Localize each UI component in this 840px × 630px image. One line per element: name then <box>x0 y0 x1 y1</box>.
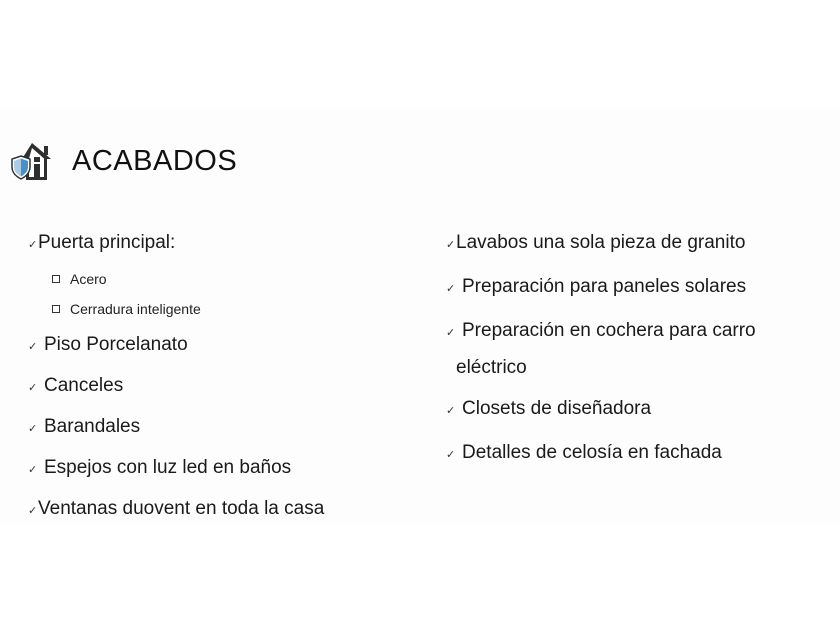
check-icon: ✓ <box>28 382 38 394</box>
list-item-barandales <box>28 415 428 441</box>
list-item-lavabos <box>446 231 836 257</box>
check-icon: ✓ <box>28 464 38 476</box>
check-icon: ✓ <box>28 239 38 251</box>
house-shield-icon <box>10 140 54 182</box>
check-icon: ✓ <box>28 423 38 435</box>
check-icon: ✓ <box>446 283 456 295</box>
list-item-label: Ventanas duovent en toda la casa <box>38 498 325 519</box>
check-icon: ✓ <box>446 239 456 251</box>
list-item-cochera-continued <box>446 356 836 379</box>
slide-title: ACABADOS <box>72 144 238 177</box>
list-item-espejos <box>28 456 428 482</box>
slide-header <box>10 140 237 182</box>
right-feature-list <box>446 231 836 467</box>
list-item-cochera <box>446 319 836 345</box>
sub-item-label: Cerradura inteligente <box>70 301 201 317</box>
list-item-label: Preparación en cochera para carro <box>462 320 756 341</box>
list-item-ventanas <box>28 497 428 523</box>
list-item-celosia <box>446 441 836 467</box>
list-item-label: Preparación para paneles solares <box>462 276 747 297</box>
sub-item-label: Acero <box>70 271 107 287</box>
list-item-label: Detalles de celosía en fachada <box>462 442 722 463</box>
square-bullet-icon <box>52 275 60 283</box>
list-item-puerta <box>28 231 428 257</box>
check-icon: ✓ <box>446 327 456 339</box>
check-icon: ✓ <box>28 505 38 517</box>
sub-item-cerradura <box>28 300 428 318</box>
square-bullet-icon <box>52 305 60 313</box>
list-item-label: Closets de diseñadora <box>462 398 652 419</box>
check-icon: ✓ <box>446 405 456 417</box>
check-icon: ✓ <box>28 341 38 353</box>
list-item-closets <box>446 397 836 423</box>
sub-item-acero <box>28 270 428 288</box>
list-item-label: Piso Porcelanato <box>44 334 188 355</box>
list-item-label: Puerta principal: <box>38 232 176 253</box>
list-item-label: eléctrico <box>456 357 527 378</box>
list-item-label: Espejos con luz led en baños <box>44 457 292 478</box>
list-item-label: Lavabos una sola pieza de granito <box>456 232 746 253</box>
check-icon: ✓ <box>446 449 456 461</box>
left-feature-list <box>28 231 428 523</box>
list-item-label: Barandales <box>44 416 141 437</box>
list-item-piso <box>28 333 428 359</box>
list-item-canceles <box>28 374 428 400</box>
list-item-paneles <box>446 275 836 301</box>
list-item-label: Canceles <box>44 375 124 396</box>
